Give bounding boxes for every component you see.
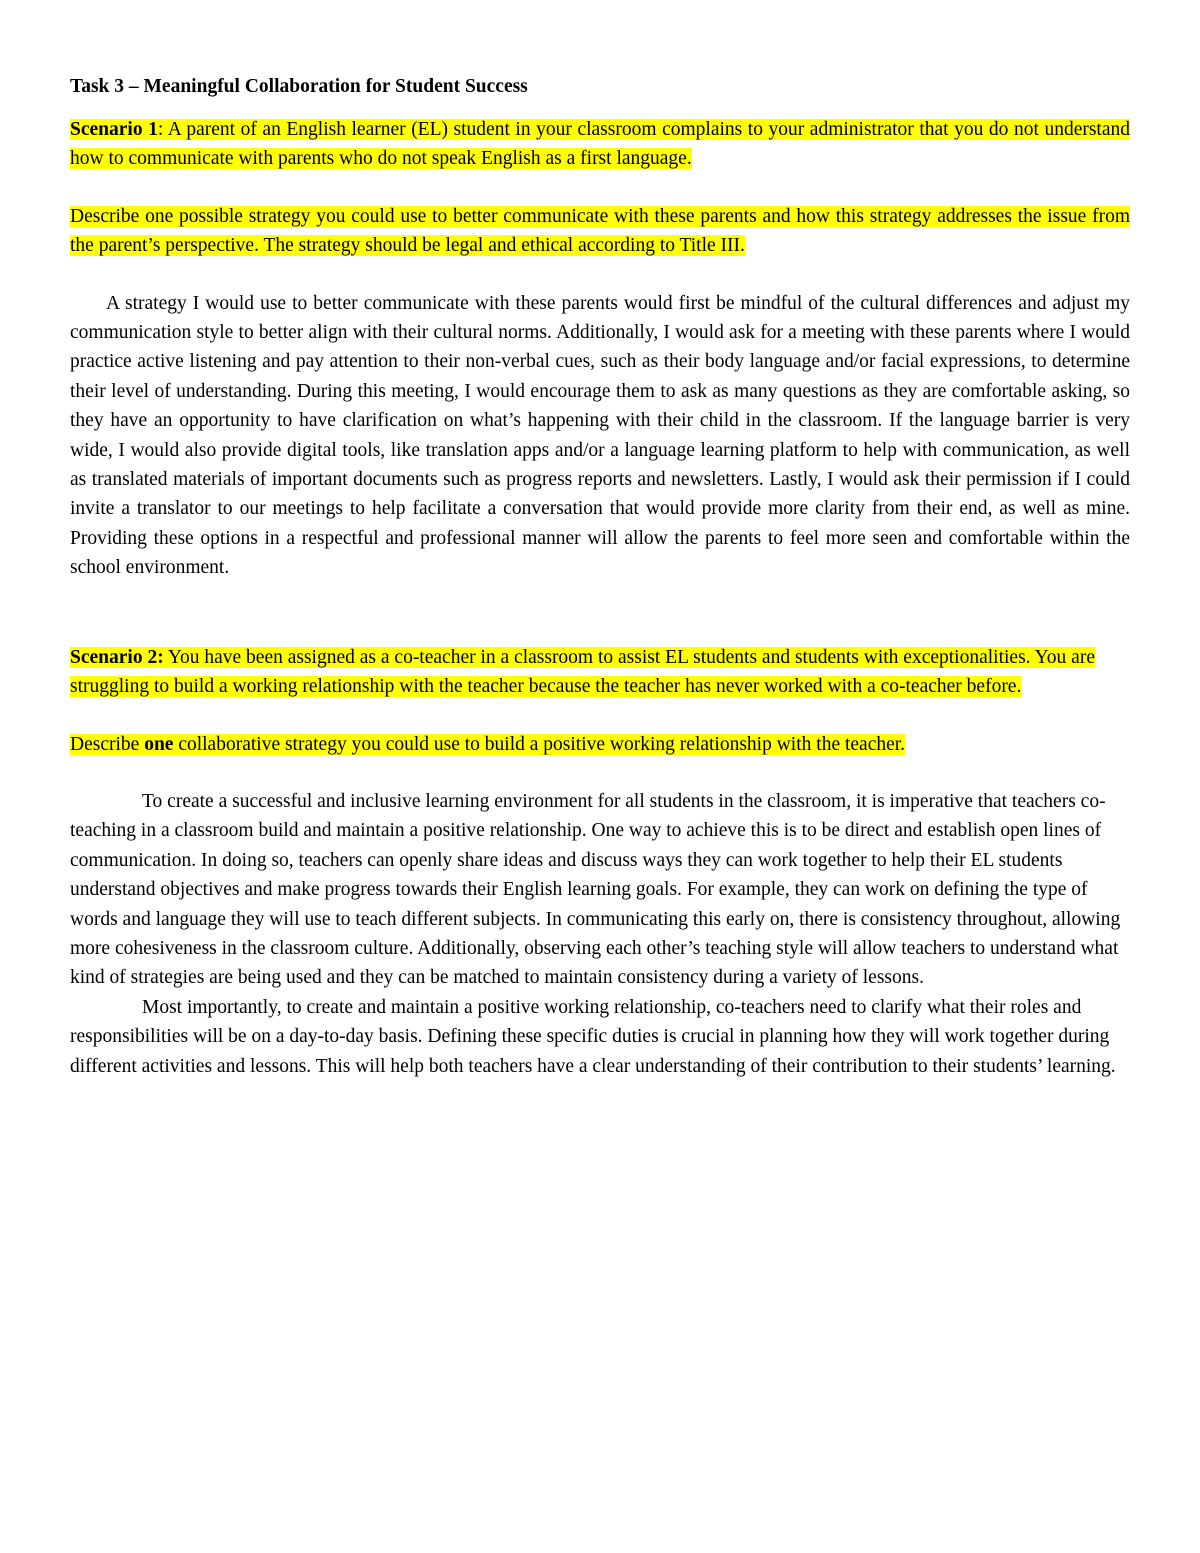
scenario-2-prompt-bold: one [144, 733, 174, 755]
scenario-2-prompt-after: collaborative strategy you could use to build a positive working relationship with the teacher. [173, 733, 906, 755]
scenario-2-highlight [70, 647, 1095, 697]
scenario-2-response-paragraph-2: Most importantly, to create and maintain a positive working relationship, co-teachers need to clarify what their roles and responsibilities will be on a day-to-day basis. Defining these specific duties is crucial in planning how they will work together during different activities and lessons. This will help both teachers have a clear understanding of their contribution to their students’ learning. [70, 996, 1116, 1077]
scenario-1-label: Scenario 1 [70, 119, 158, 140]
scenario-1-response: A strategy I would use to better communicate with these parents would first be mindful of the cultural differences and adjust my communication style to better align with their cultural norms. Additionally, I would ask for a meeting with these parents where I would practice active listening and pay attention to their non-verbal cues, such as their body language and/or facial expressions, to determine their level of understanding. During this meeting, I would encourage them to ask as many questions as they are comfortable asking, so they have an opportunity to have clarification on what’s happening with their child in the classroom. If the language barrier is very wide, I would also provide digital tools, like translation apps and/or a language learning platform to help with communication, as well as translated materials of important documents such as progress reports and newsletters. Lastly, I would ask their permission if I could invite a translator to our meetings to help facilitate a conversation that would provide more clarity from their end, as well as mine. Providing these options in a respectful and professional manner will allow the parents to feel more seen and comfortable within the school environment. [70, 292, 1130, 579]
scenario-2-prompt-highlight [70, 734, 905, 755]
scenario-1-prompt [70, 202, 1130, 261]
document-title: Task 3 – Meaningful Collaboration for Student Success [70, 76, 528, 97]
scenario-2-statement [70, 643, 1130, 702]
scenario-2-prompt [70, 730, 1130, 759]
scenario-1-prompt-text: Describe one possible strategy you could use to better communicate with these parents and how this strategy addresses the issue from the parent’s perspective. The strategy should be legal and ethical according to Title III. [70, 205, 1130, 257]
scenario-2-label: Scenario 2: [70, 646, 164, 668]
scenario-1-text: : A parent of an English learner (EL) student in your classroom complains to your administrator that you do not understand how to communicate with parents who do not speak English as a first language. [70, 119, 1131, 170]
scenario-2-response-paragraph-1: To create a successful and inclusive learning environment for all students in the classroom, it is imperative that teachers co-teaching in a classroom build and maintain a positive relationship. One way to achieve this is to be direct and establish open lines of communication. In doing so, teachers can openly share ideas and discuss ways they can work together to help their EL students understand objectives and make progress towards their English learning goals. For example, they can work on defining the type of words and language they will use to teach different subjects. In communicating this early on, there is consistency throughout, allowing more cohesiveness in the classroom culture. Additionally, observing each other’s teaching style will allow teachers to understand what kind of strategies are being used and they can be matched to maintain consistency during a variety of lessons. [70, 790, 1121, 989]
document-page [70, 72, 1130, 1081]
scenario-1-statement [70, 115, 1130, 174]
scenario-1-highlight [70, 119, 1130, 169]
scenario-2-text: You have been assigned as a co-teacher in a classroom to assist EL students and students with exceptionalities. You are struggling to build a working relationship with the teacher because the teacher has never worked with a co-teacher before. [70, 646, 1095, 698]
scenario-2-prompt-before: Describe [70, 733, 145, 755]
